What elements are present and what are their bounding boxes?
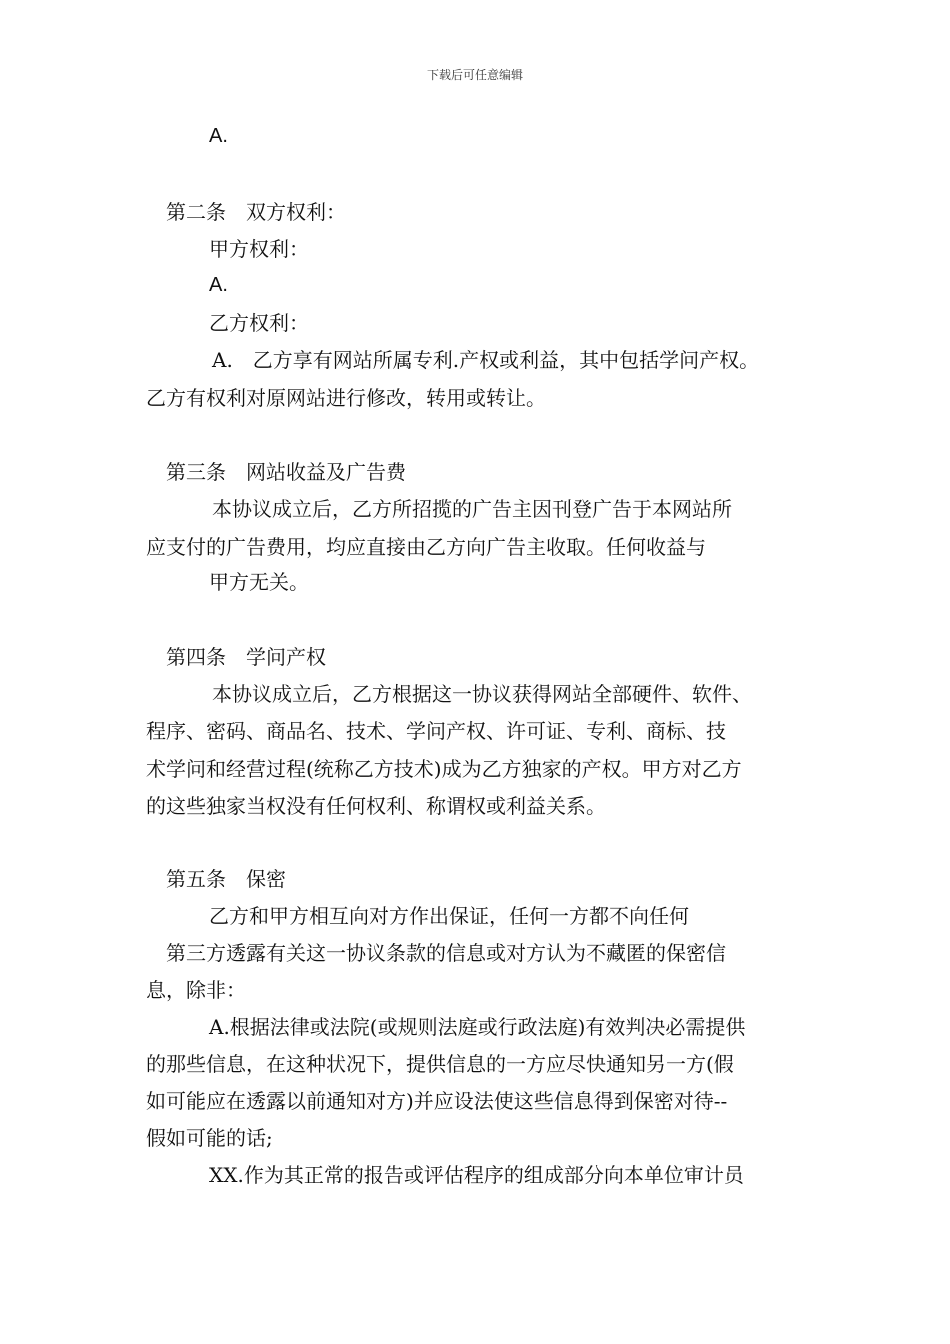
article-3-text-1: 本协议成立后，乙方所招揽的广告主因刊登广告于本网站所: [212, 497, 732, 521]
article-3-text-2: 应支付的广告费用，均应直接由乙方向广告主收取。任何收益与: [146, 535, 706, 559]
article-2-heading: 第二条 双方权利：: [166, 200, 346, 224]
article-4-text-3: 术学问和经营过程(统称乙方技术)成为乙方独家的产权。甲方对乙方: [146, 757, 742, 781]
article-5-text-3: 息，除非：: [146, 978, 246, 1002]
page-header: 下载后可任意编辑: [426, 68, 523, 82]
article-5-text-2: 第三方透露有关这一协议条款的信息或对方认为不藏匿的保密信: [166, 941, 726, 965]
article-5-item-a-3: 如可能应在透露以前通知对方)并应设法使这些信息得到保密对待--: [146, 1089, 728, 1113]
party-a-rights-label: 甲方权利：: [209, 237, 309, 261]
article-4-text-1: 本协议成立后，乙方根据这一协议获得网站全部硬件、软件、: [212, 682, 752, 706]
party-b-rights-item-a: A. 乙方享有网站所属专利.产权或利益，其中包括学问产权。: [212, 348, 760, 372]
party-a-rights-item-a: A.: [209, 274, 228, 296]
party-b-rights-item-a-cont: 乙方有权利对原网站进行修改，转用或转让。: [146, 386, 546, 410]
article-4-text-2: 程序、密码、商品名、技术、学问产权、许可证、专利、商标、技: [146, 719, 726, 743]
article-4-heading: 第四条 学问产权: [166, 645, 326, 669]
article-3-text-3: 甲方无关。: [209, 570, 309, 594]
party-b-rights-label: 乙方权利：: [209, 311, 309, 335]
article-5-text-1: 乙方和甲方相互向对方作出保证，任何一方都不向任何: [209, 904, 689, 928]
article-3-heading: 第三条 网站收益及广告费: [166, 460, 406, 484]
article-5-item-a-4: 假如可能的话;: [146, 1126, 273, 1150]
article-4-text-4: 的这些独家当权没有任何权利、称谓权或利益关系。: [146, 794, 606, 818]
article-5-item-b-1: XX.作为其正常的报告或评估程序的组成部分向本单位审计员: [209, 1163, 744, 1187]
article-5-heading: 第五条 保密: [166, 867, 286, 891]
article-5-item-a-1: A.根据法律或法院(或规则法庭或行政法庭)有效判决必需提供: [209, 1015, 746, 1039]
article-5-item-a-2: 的那些信息，在这种状况下，提供信息的一方应尽快通知另一方(假: [146, 1052, 734, 1076]
clause-1-item-a: A.: [209, 125, 228, 147]
